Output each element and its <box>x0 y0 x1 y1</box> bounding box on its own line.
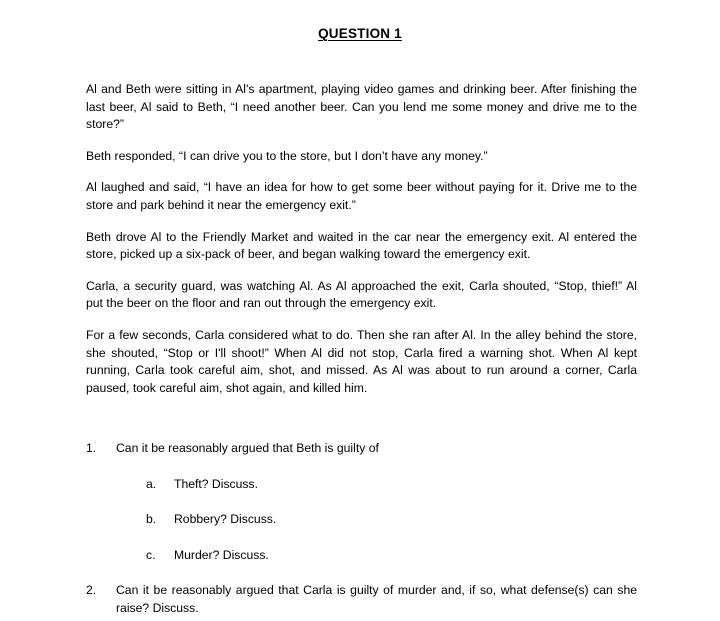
page-title-text: QUESTION 1 <box>318 26 402 42</box>
question-1-marker: 1. <box>86 441 97 455</box>
paragraph-6: For a few seconds, Carla considered what to do. Then she ran after Al. In the alley behind the store, she shouted, “Stop or I'll shoot!” When Al did not stop, Carla fired a warning shot. When Al kept running, Carla took careful aim, shot, and missed. As Al was about to run around a corner, Carla paused, took careful aim, shot again, and killed him. <box>86 327 637 395</box>
subitem-b-text: Robbery? Discuss. <box>174 512 277 527</box>
question-1-text: Can it be reasonably argued that Beth is guilty of <box>116 441 379 455</box>
subitem-c-text: Murder? Discuss. <box>174 547 269 562</box>
question-2-marker: 2. <box>86 583 97 598</box>
paragraph-3: Al laughed and said, “I have an idea for how to get some beer without paying for it. Drive me to the store and park behind it near the emergency exit.” <box>86 180 637 212</box>
question-item-1 <box>86 440 637 564</box>
paragraph-1: Al and Beth were sitting in Al's apartment, playing video games and drinking beer. After finishing the last beer, Al said to Beth, “I need another beer. Can you lend me some money and drive me to the store?” <box>86 82 637 132</box>
question-1-subitem-b <box>146 511 637 529</box>
question-1-subitem-a <box>146 476 637 494</box>
question-1-subitem-list <box>116 476 637 565</box>
subitem-b-marker: b. <box>146 512 157 527</box>
question-list <box>86 440 637 618</box>
body-text-block <box>86 81 637 397</box>
page-title <box>0 26 720 41</box>
subitem-a-text: Theft? Discuss. <box>174 476 258 491</box>
paragraph-4: Beth drove Al to the Friendly Market and waited in the car near the emergency exit. Al entered the store, picked up a six-pack of beer, and began walking toward the emergency exit. <box>86 229 637 262</box>
question-item-2 <box>86 582 637 617</box>
question-1-subitem-c <box>146 547 637 565</box>
subitem-a-marker: a. <box>146 476 157 491</box>
subitem-c-marker: c. <box>146 547 156 562</box>
paragraph-2: Beth responded, “I can drive you to the store, but I don’t have any money.” <box>86 148 488 163</box>
question-2-text: Can it be reasonably argued that Carla is guilty of murder and, if so, what defense(s) can she raise? Discuss. <box>116 583 637 615</box>
paragraph-5: Carla, a security guard, was watching Al. As Al approached the exit, Carla shouted, “Stop, thief!” Al put the beer on the floor and ran out through the emergency exit. <box>86 278 637 311</box>
